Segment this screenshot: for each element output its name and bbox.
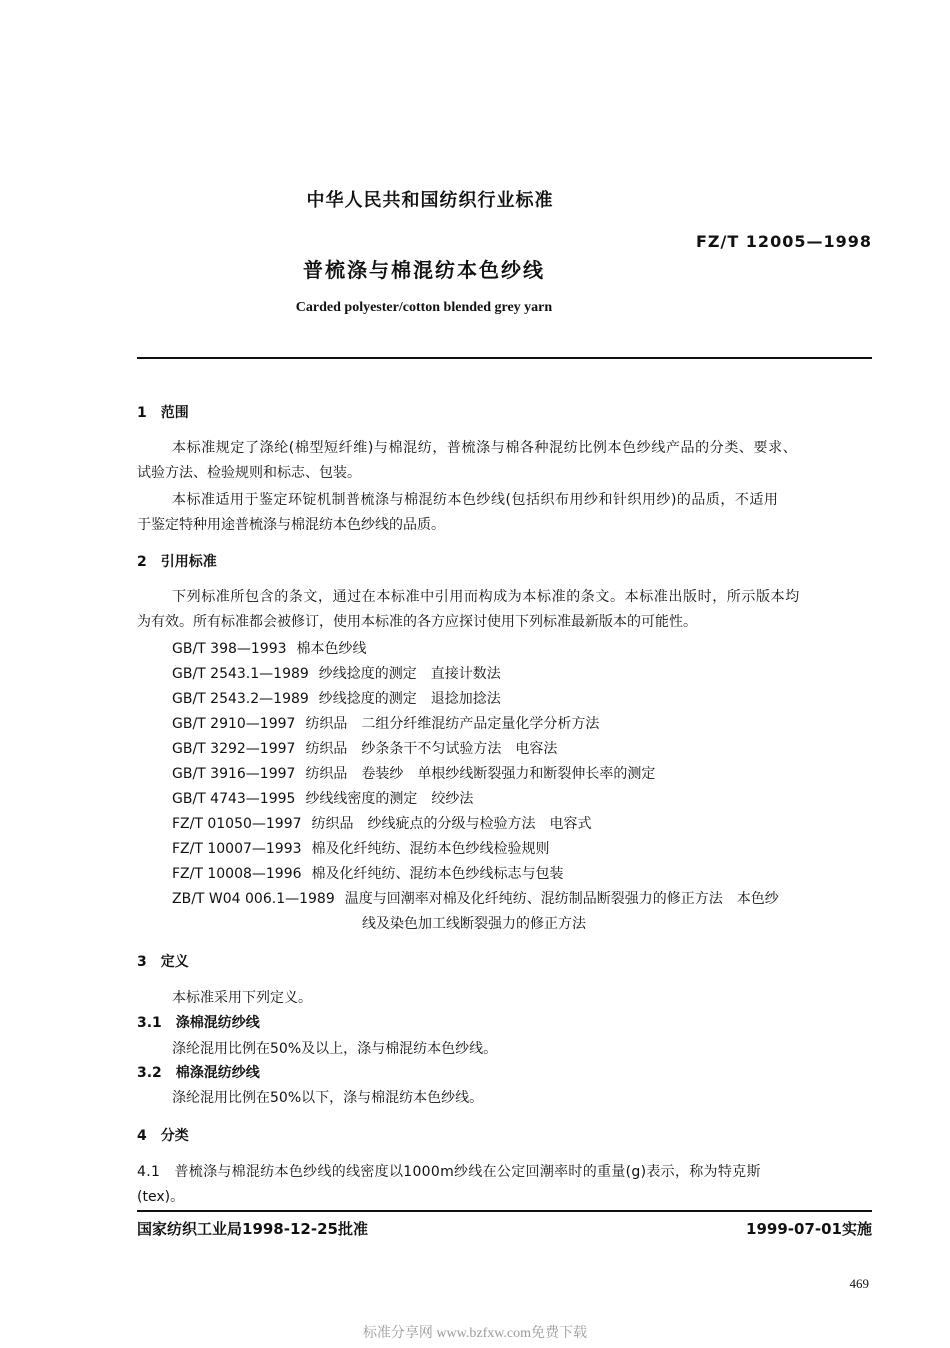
clause-4-1-line-2: (tex)。 xyxy=(137,1189,185,1205)
reference-code: GB/T 3916—1997 xyxy=(172,766,296,782)
section-1-paragraph-2-line-2: 于鉴定特种用途普梳涤与棉混纺本色纱线的品质。 xyxy=(137,517,445,533)
reference-item xyxy=(172,838,550,858)
reference-code: FZ/T 10007—1993 xyxy=(172,841,302,857)
reference-title: 棉及化纤纯纺、混纺本色纱线标志与包装 xyxy=(311,866,564,882)
reference-item xyxy=(172,663,501,683)
reference-item xyxy=(172,888,779,908)
reference-code: GB/T 2910—1997 xyxy=(172,716,296,732)
document-title-en: Carded polyester/cotton blended grey yarn xyxy=(295,300,553,315)
reference-code: FZ/T 01050—1997 xyxy=(172,816,302,832)
reference-title: 棉本色纱线 xyxy=(296,641,367,657)
page-number: 469 xyxy=(849,1276,869,1291)
reference-title: 纱线线密度的测定 绞纱法 xyxy=(305,791,474,807)
reference-item xyxy=(172,763,655,783)
footer-divider xyxy=(137,1210,872,1212)
reference-title: 纺织品 二组分纤维混纺产品定量化学分析方法 xyxy=(305,716,600,732)
reference-code: GB/T 2543.2—1989 xyxy=(172,691,309,707)
section-1-paragraph-1-line-1: 本标准规定了涤纶(棉型短纤维)与棉混纺，普梳涤与棉各种混纺比例本色纱线产品的分类、要求、 xyxy=(172,440,798,456)
reference-title-continuation: 线及染色加工线断裂强力的修正方法 xyxy=(362,916,586,932)
section-1-heading: 1 范围 xyxy=(137,405,189,421)
approval-date: 国家纺织工业局1998-12-25批准 xyxy=(137,1220,368,1238)
reference-item xyxy=(172,813,592,833)
definition-3-1-heading: 3.1 涤棉混纺纱线 xyxy=(137,1015,260,1031)
section-1-paragraph-1-line-2: 试验方法、检验规则和标志、包装。 xyxy=(137,465,361,481)
reference-title: 纱线捻度的测定 直接计数法 xyxy=(318,666,501,682)
effective-date: 1999-07-01实施 xyxy=(746,1220,872,1238)
section-2-heading: 2 引用标准 xyxy=(137,554,217,570)
reference-title: 纺织品 纱线疵点的分级与检验方法 电容式 xyxy=(311,816,592,832)
section-2-intro-line-1: 下列标准所包含的条文，通过在本标准中引用而构成为本标准的条文。本标准出版时，所示版本均 xyxy=(172,589,800,605)
reference-code: GB/T 3292—1997 xyxy=(172,741,296,757)
reference-title: 纺织品 卷装纱 单根纱线断裂强力和断裂伸长率的测定 xyxy=(305,766,656,782)
definition-3-1-text: 涤纶混用比例在50%及以上，涤与棉混纺本色纱线。 xyxy=(172,1041,498,1057)
reference-title: 纺织品 纱条条干不匀试验方法 电容法 xyxy=(305,741,558,757)
definition-3-2-heading: 3.2 棉涤混纺纱线 xyxy=(137,1065,260,1081)
section-4-heading: 4 分类 xyxy=(137,1128,189,1144)
clause-4-1-line-1: 4.1 普梳涤与棉混纺本色纱线的线密度以1000m纱线在公定回潮率时的重量(g)表示，称为特克斯 xyxy=(137,1164,761,1180)
reference-item xyxy=(172,638,367,658)
section-3-intro: 本标准采用下列定义。 xyxy=(172,990,312,1006)
reference-code: GB/T 2543.1—1989 xyxy=(172,666,309,682)
reference-code: GB/T 4743—1995 xyxy=(172,791,296,807)
document-title-zh: 普梳涤与棉混纺本色纱线 xyxy=(303,258,545,282)
reference-item xyxy=(172,738,557,758)
section-1-paragraph-2-line-1: 本标准适用于鉴定环锭机制普梳涤与棉混纺本色纱线(包括织布用纱和针织用纱)的品质，不适用 xyxy=(172,492,779,508)
reference-code: ZB/T W04 006.1—1989 xyxy=(172,891,335,907)
watermark-text: 标准分享网 www.bzfxw.com免费下载 xyxy=(362,1326,588,1341)
reference-code: FZ/T 10008—1996 xyxy=(172,866,302,882)
org-title: 中华人民共和国纺织行业标准 xyxy=(306,190,554,211)
reference-title: 棉及化纤纯纺、混纺本色纱线检验规则 xyxy=(311,841,550,857)
reference-title: 纱线捻度的测定 退捻加捻法 xyxy=(318,691,501,707)
reference-title: 温度与回潮率对棉及化纤纯纺、混纺制品断裂强力的修正方法 本色纱 xyxy=(344,891,779,907)
reference-code: GB/T 398—1993 xyxy=(172,641,287,657)
header-divider xyxy=(137,357,872,359)
standard-code: FZ/T 12005—1998 xyxy=(695,232,872,251)
definition-3-2-text: 涤纶混用比例在50%以下，涤与棉混纺本色纱线。 xyxy=(172,1090,484,1106)
reference-item xyxy=(172,688,501,708)
section-3-heading: 3 定义 xyxy=(137,954,189,970)
reference-item xyxy=(172,788,473,808)
reference-item xyxy=(172,863,564,883)
section-2-intro-line-2: 为有效。所有标准都会被修订，使用本标准的各方应探讨使用下列标准最新版本的可能性。 xyxy=(137,614,697,630)
reference-item xyxy=(172,713,599,733)
